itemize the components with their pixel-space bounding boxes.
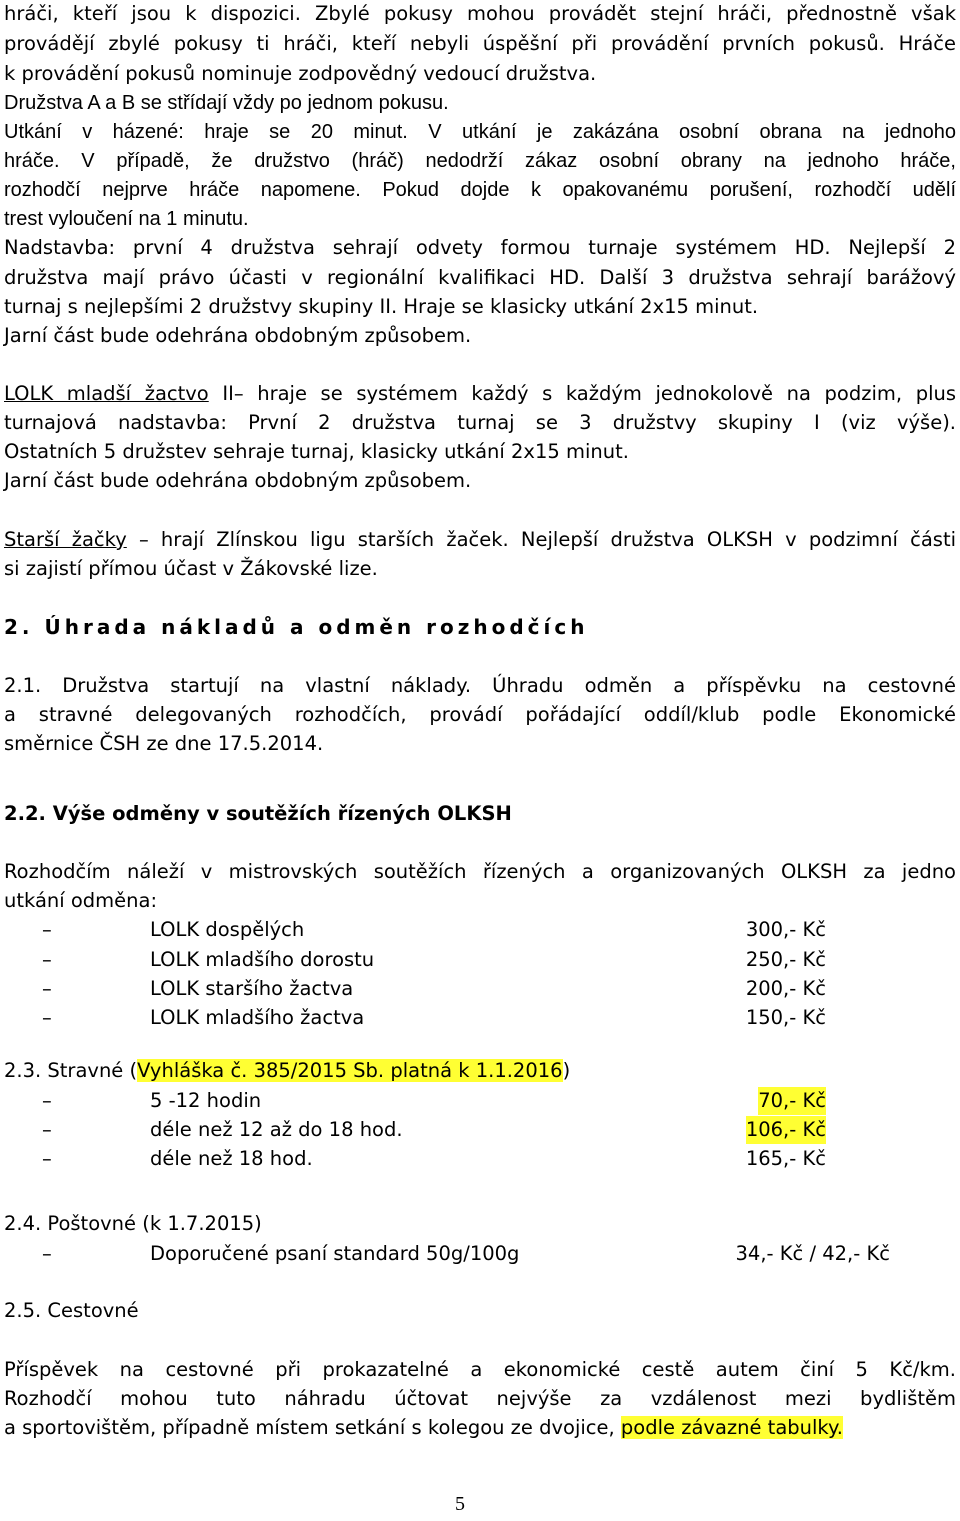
list-dash: –	[42, 977, 52, 1000]
text-line: provádějí zbylé pokusy ti hráči, kteří nebyli úspěšní při provádění prvních pokusů. Hráče	[4, 32, 956, 55]
list-dash: –	[42, 1147, 52, 1170]
category-name: LOLK mladší žactvo	[4, 382, 209, 405]
text-line	[4, 1414, 956, 1442]
list-dash: –	[42, 1006, 52, 1029]
section-heading: 2. Úhrada nákladů a odměn rozhodčích	[4, 615, 589, 639]
text-line: Utkání v házené: hraje se 20 minut. V utkání je zakázána osobní obrana na jednoho	[4, 121, 956, 143]
fee-label: LOLK mladšího dorostu	[150, 948, 375, 971]
fee-amount: 200,- Kč	[745, 977, 826, 1000]
meal-label: 5 -12 hodin	[150, 1089, 262, 1112]
postage-amount: 34,- Kč / 42,- Kč	[735, 1242, 890, 1265]
text-line: Jarní část bude odehrána obdobným způsobem.	[4, 469, 472, 492]
meal-amount: 70,- Kč	[758, 1087, 826, 1115]
text-span: 2.3. Stravné (	[4, 1059, 138, 1082]
fee-row	[4, 916, 956, 944]
meal-label: déle než 12 až do 18 hod.	[150, 1118, 403, 1141]
fee-row	[4, 975, 956, 1003]
fee-amount: 250,- Kč	[745, 948, 826, 971]
list-dash: –	[42, 918, 52, 941]
text-line: si zajistí přímou účast v Žákovské lize.	[4, 557, 378, 580]
text-line: Nadstavba: první 4 družstva sehrají odvety formou turnaje systémem HD. Nejlepší 2	[4, 236, 956, 259]
text-line: Rozhodčí mohou tuto náhradu účtovat nejvýše za vzdálenost mezi bydlištěm	[4, 1387, 956, 1410]
fee-label: LOLK mladšího žactva	[150, 1006, 365, 1029]
text-line: hráči, kteří jsou k dispozici. Zbylé pokusy mohou provádět stejní hráči, přednostně však	[4, 2, 956, 25]
text-line	[4, 380, 956, 408]
text-line: Ostatních 5 družstev sehraje turnaj, klasicky utkání 2x15 minut.	[4, 440, 629, 463]
fee-row	[4, 1004, 956, 1032]
text-span: )	[562, 1059, 571, 1082]
meal-label: déle než 18 hod.	[150, 1147, 313, 1170]
text-line: 2.1. Družstva startují na vlastní náklady. Úhradu odměn a příspěvku na cestovné	[4, 674, 956, 697]
fee-label: LOLK staršího žactva	[150, 977, 354, 1000]
list-dash: –	[42, 1089, 52, 1112]
highlighted-text: podle závazné tabulky.	[620, 1416, 843, 1439]
list-dash: –	[42, 1242, 52, 1265]
subsection-heading	[4, 1057, 956, 1085]
meal-amount: 106,- Kč	[746, 1116, 826, 1144]
list-dash: –	[42, 948, 52, 971]
text-line: Jarní část bude odehrána obdobným způsobem.	[4, 324, 472, 347]
postage-row	[4, 1240, 956, 1268]
text-line: rozhodčí nejprve hráče napomene. Pokud dojde k opakovanému porušení, rozhodčí udělí	[4, 179, 956, 201]
meal-row	[4, 1145, 956, 1173]
meal-row	[4, 1087, 956, 1115]
text-line: turnaj s nejlepšími 2 družstvy skupiny II. Hraje se klasicky utkání 2x15 minut.	[4, 295, 759, 318]
subsection-heading: 2.4. Poštovné (k 1.7.2015)	[4, 1212, 262, 1235]
list-dash: –	[42, 1118, 52, 1141]
meal-amount: 165,- Kč	[745, 1147, 826, 1170]
postage-label: Doporučené psaní standard 50g/100g	[150, 1242, 520, 1265]
text-line: k provádění pokusů nominuje zodpovědný vedoucí družstva.	[4, 62, 597, 85]
subsection-heading: 2.5. Cestovné	[4, 1299, 139, 1322]
text-line: trest vyloučení na 1 minutu.	[4, 208, 249, 230]
text-line: turnajová nadstavba: První 2 družstva turnaj se 3 družstvy skupiny I (viz výše).	[4, 411, 956, 434]
text-line: družstva mají právo účasti v regionální kvalifikaci HD. Další 3 družstva sehrají barážový	[4, 266, 956, 289]
category-name: Starší žačky	[4, 528, 127, 551]
text-line: směrnice ČSH ze dne 17.5.2014.	[4, 732, 324, 755]
text-span: – hrají Zlínskou ligu starších žaček. Nejlepší družstva OLKSH v podzimní části	[126, 528, 957, 551]
text-span: II– hraje se systémem každý s každým jednokolově na podzim, plus	[208, 382, 957, 405]
text-line: Rozhodčím náleží v mistrovských soutěžích řízených a organizovaných OLKSH za jedno	[4, 860, 956, 883]
subsection-heading: 2.2. Výše odměny v soutěžích řízených OLKSH	[4, 802, 512, 825]
text-line: a stravné delegovaných rozhodčích, provádí pořádající oddíl/klub podle Ekonomické	[4, 703, 956, 726]
fee-amount: 150,- Kč	[745, 1006, 826, 1029]
fee-amount: 300,- Kč	[745, 918, 826, 941]
text-line: utkání odměna:	[4, 889, 158, 912]
highlighted-text: Vyhláška č. 385/2015 Sb. platná k 1.1.2016	[137, 1059, 563, 1082]
text-span: a sportovištěm, případně místem setkání s kolegou ze dvojice,	[4, 1416, 621, 1439]
text-line: hráče. V případě, že družstvo (hráč) nedodrží zákaz osobní obrany na jednoho hráče,	[4, 150, 956, 172]
fee-label: LOLK dospělých	[150, 918, 305, 941]
meal-row	[4, 1116, 956, 1144]
page-number: 5	[455, 1493, 465, 1515]
text-line: Příspěvek na cestovné při prokazatelné a ekonomické cestě autem činí 5 Kč/km.	[4, 1358, 956, 1381]
text-line	[4, 526, 956, 554]
fee-row	[4, 946, 956, 974]
text-line: Družstva A a B se střídají vždy po jednom pokusu.	[4, 92, 449, 114]
